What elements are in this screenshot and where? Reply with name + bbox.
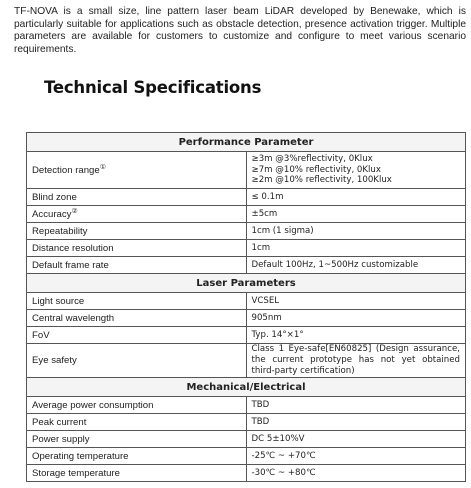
row-label (27, 152, 247, 189)
row-value: TBD (246, 397, 466, 414)
detection-range-value: ≥7m @10% reflectivity, 0Klux (251, 164, 381, 175)
intro-paragraph: TF-NOVA is a small size, line pattern laser beam LiDAR developed by Benewake, which is particularly suitable for applications such as obstacle detection, presence activation trigger. Multiple parameters are available for customers to customize and configure to meet various scenario requirements. (14, 6, 466, 55)
detection-range-value: ≥2m @10% reflectivity, 100Klux (251, 175, 392, 186)
table-row (27, 465, 466, 482)
row-label: Distance resolution (27, 240, 247, 257)
row-label: Light source (27, 293, 247, 310)
table-row (27, 310, 466, 327)
row-label: Eye safety (27, 344, 247, 378)
section-title: Technical Specifications (44, 78, 262, 97)
row-label: Default frame rate (27, 257, 247, 274)
table-row (27, 397, 466, 414)
detection-range-value: ≥3m @3%reflectivity, 0Klux (251, 154, 373, 165)
table-row (27, 414, 466, 431)
row-value (246, 152, 466, 189)
group-title: Performance Parameter (27, 133, 466, 152)
row-value: 1cm (246, 240, 466, 257)
table-row (27, 257, 466, 274)
row-value: -25℃ ~ +70℃ (246, 448, 466, 465)
row-label: Repeatability (27, 223, 247, 240)
row-value: ≤ 0.1m (246, 189, 466, 206)
table-row (27, 206, 466, 223)
table-row (27, 240, 466, 257)
row-value: ±5cm (246, 206, 466, 223)
row-label: Storage temperature (27, 465, 247, 482)
table-row (27, 344, 466, 378)
detection-range-label: Detection range (32, 164, 100, 176)
table-row (27, 189, 466, 206)
group-header-performance (27, 133, 466, 152)
row-value: TBD (246, 414, 466, 431)
table-row (27, 293, 466, 310)
table-row (27, 448, 466, 465)
row-label: FoV (27, 327, 247, 344)
accuracy-label: Accuracy (32, 208, 72, 220)
group-header-mechanical (27, 378, 466, 397)
row-value: 905nm (246, 310, 466, 327)
table-row (27, 152, 466, 189)
row-value: DC 5±10%V (246, 431, 466, 448)
row-label (27, 206, 247, 223)
group-title: Laser Parameters (27, 274, 466, 293)
table-row (27, 327, 466, 344)
row-label: Blind zone (27, 189, 247, 206)
table-row (27, 223, 466, 240)
group-title: Mechanical/Electrical (27, 378, 466, 397)
table-row (27, 431, 466, 448)
footnote-marker: ① (99, 163, 107, 171)
group-header-laser (27, 274, 466, 293)
row-label: Central wavelength (27, 310, 247, 327)
row-label: Operating temperature (27, 448, 247, 465)
row-value: Default 100Hz, 1~500Hz customizable (246, 257, 466, 274)
row-value: -30℃ ~ +80℃ (246, 465, 466, 482)
row-value: VCSEL (246, 293, 466, 310)
row-label: Average power consumption (27, 397, 247, 414)
row-value: 1cm (1 sigma) (246, 223, 466, 240)
footnote-marker: ② (71, 207, 78, 215)
row-value: Typ. 14°×1° (246, 327, 466, 344)
row-value: Class 1 Eye-safe[EN60825] (Design assurance, the current prototype has not yet obtained third-party certification) (246, 344, 466, 378)
spec-table (26, 132, 466, 482)
row-label: Power supply (27, 431, 247, 448)
row-label: Peak current (27, 414, 247, 431)
